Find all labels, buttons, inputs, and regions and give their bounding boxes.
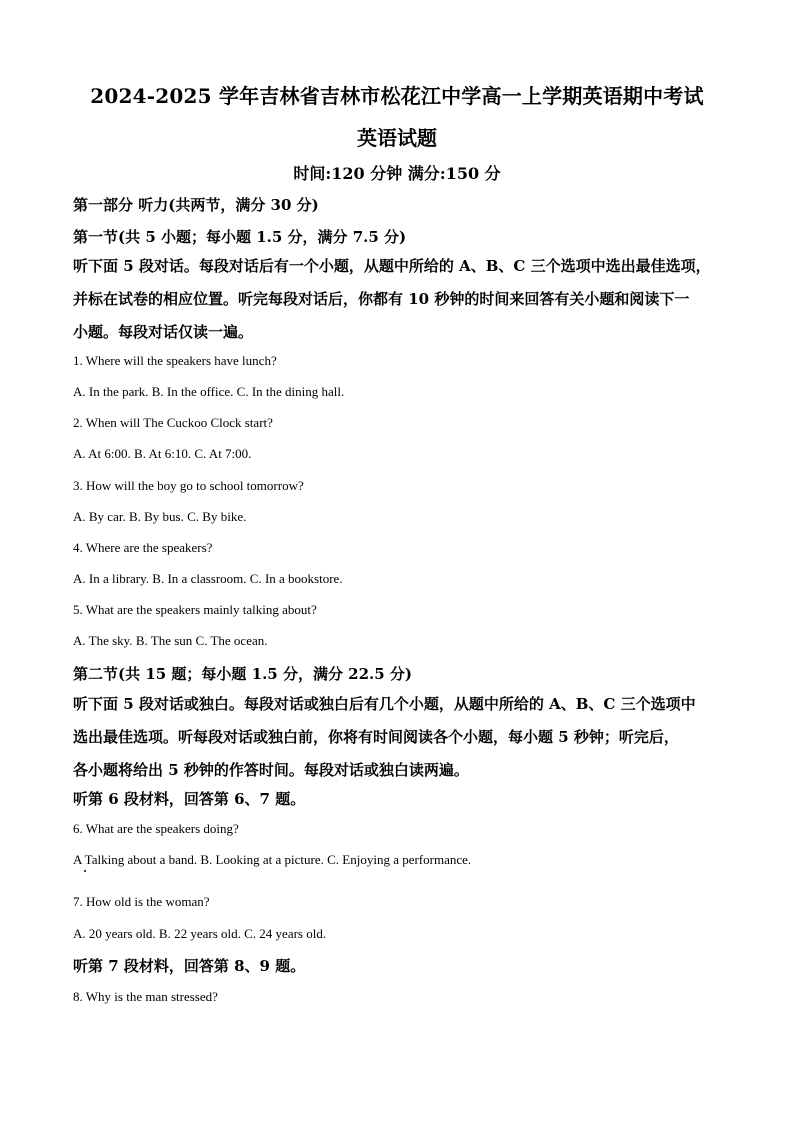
section2-instructions-line: 各小题将给出 5 秒钟的作答时间。每段对话或独白读两遍。 (73, 761, 469, 779)
section1-instructions-line: 并标在试卷的相应位置。听完每段对话后，你都有 10 秒钟的时间来回答有关小题和阅读下一 (73, 290, 690, 308)
question-7-options: A. 20 years old. B. 22 years old. C. 24 years old. (73, 926, 327, 941)
exam-title: 2024-2025 学年吉林省吉林市松花江中学高一上学期英语期中考试 (90, 84, 704, 108)
question-4-options: A. In a library. B. In a classroom. C. In a bookstore. (73, 571, 343, 586)
material-7-heading: 听第 7 段材料，回答第 8、9 题。 (73, 957, 306, 975)
section1-instructions (73, 250, 733, 349)
material-6-heading: 听第 6 段材料，回答第 6、7 题。 (73, 790, 306, 808)
question-7: 7. How old is the woman? (73, 894, 210, 909)
question-2-options: A. At 6:00. B. At 6:10. C. At 7:00. (73, 446, 252, 461)
section1-instructions-line: 小题。每段对话仅读一遍。 (73, 323, 254, 341)
question-5-options: A. The sky. B. The sun C. The ocean. (73, 633, 268, 648)
question-5: 5. What are the speakers mainly talking about? (73, 602, 317, 617)
section1-instructions-line: 听下面 5 段对话。每段对话后有一个小题，从题中所给的 A、B、C 三个选项中选出最佳选项， (73, 257, 711, 275)
section2-instructions-line: 听下面 5 段对话或独白。每段对话或独白后有几个小题，从题中所给的 A、B、C 三个选项中 (73, 695, 696, 713)
section2-instructions-line: 选出最佳选项。听每段对话或独白前，你将有时间阅读各个小题，每小题 5 秒钟；听完后， (73, 728, 679, 746)
section2-heading: 第二节(共 15 题；每小题 1.5 分，满分 22.5 分) (73, 665, 413, 683)
question-8: 8. Why is the man stressed? (73, 989, 218, 1004)
question-3: 3. How will the boy go to school tomorrow? (73, 478, 304, 493)
section2-instructions (73, 688, 733, 787)
question-1: 1. Where will the speakers have lunch? (73, 353, 277, 368)
question-1-options: A. In the park. B. In the office. C. In the dining hall. (73, 384, 345, 399)
question-3-options: A. By car. B. By bus. C. By bike. (73, 509, 247, 524)
question-6-options: A Talking about a band. B. Looking at a picture. C. Enjoying a performance. (73, 852, 472, 867)
exam-meta: 时间:120 分钟 满分:150 分 (293, 164, 501, 183)
question-2: 2. When will The Cuckoo Clock start? (73, 415, 273, 430)
part1-heading: 第一部分 听力(共两节，满分 30 分) (73, 196, 319, 214)
section1-heading: 第一节(共 5 小题；每小题 1.5 分，满分 7.5 分) (73, 228, 407, 246)
stray-dot (84, 870, 86, 872)
question-6: 6. What are the speakers doing? (73, 821, 239, 836)
question-4: 4. Where are the speakers? (73, 540, 213, 555)
exam-subtitle: 英语试题 (357, 126, 437, 150)
